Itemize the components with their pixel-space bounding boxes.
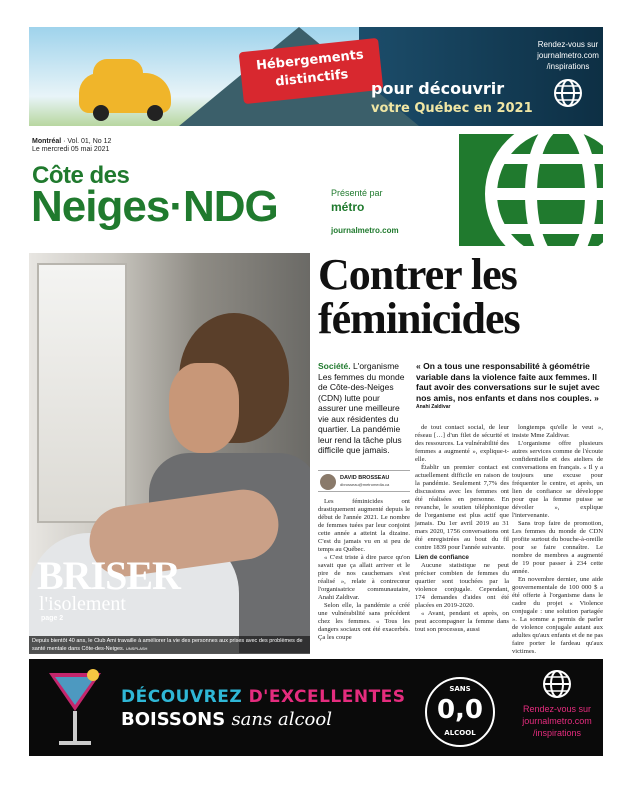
ad-cta-path: /inspirations — [546, 62, 590, 71]
car-wheel — [147, 105, 163, 121]
globe-icon — [542, 669, 572, 699]
paragraph: Établir un premier contact est actuellement difficile en raison de la pandémie. Seulement 7,7% des discussions avec les femmes ont été réalisées en personne. En revanche, le soutien téléphonique de l'organisme est plus actif que jamais. Du 1er avril 2019 au 31 mars 2020, 1756 conversations ont été enregistrées au bout du fil contre 1839 pour l'année suivante. — [415, 464, 509, 551]
ad-cta[interactable] — [517, 669, 597, 739]
ad-pitch-line2: votre Québec en 2021 — [371, 101, 533, 116]
photo-person-face — [169, 363, 239, 453]
badge-value: 0,0 — [436, 695, 484, 725]
ad-pitch — [371, 79, 533, 119]
paragraph: Sans trop faire de promotion, Les femmes du monde de CDN profite surtout du bouche-à-oreille pour se faire connaître. Le nombre de membres a augmenté de 19 pour passer à 234 cette année. — [512, 520, 603, 575]
photo-subheadline[interactable]: l'isolement — [39, 593, 126, 615]
masthead — [29, 134, 603, 246]
globe-icon — [481, 134, 603, 246]
top-advertisement[interactable] — [29, 27, 603, 126]
byline — [318, 470, 410, 492]
pull-quote-author: Anahi Zaldivar — [416, 404, 451, 410]
photo-credit: UNSPLASH — [125, 646, 148, 651]
issue-date: Le mercredi 05 mai 2021 — [32, 146, 110, 153]
paragraph: longtemps qu'elle le veut », insiste Mme Zaldivar. — [512, 424, 603, 439]
paragraph: Les féminicides ont drastiquement augmenté depuis le début de l'année 2021. Le nombre de femmes tuées par leur conjoint cette année a atteint la dizaine. C'est du jamais vu en si peu de temps au Québec. — [318, 498, 410, 553]
avatar — [320, 474, 336, 490]
paragraph: Selon elle, la pandémie a créé une vulnérabilité sans précédent chez les femmes. « Tous les dangers sociaux ont été exacerbés. Ça les coupe — [318, 602, 410, 641]
ad-cta[interactable] — [535, 39, 601, 108]
paragraph: En novembre dernier, une aide gouvernementale de 100 000 $ a été offerte à l'organisme dans le cadre du projet « Violence conjugale : une solution partagée ». La somme a permis de parler de violence conjugale autant aux adultes qu'aux enfants et de ne pas faire porter le fardeau qu'aux victimes. — [512, 576, 603, 655]
badge-top: SANS — [449, 685, 471, 693]
paragraph: Aucune statistique ne peut préciser combien de femmes du quartier sont touchées par la violence conjugale. Cependant, 174 demandes d'aides ont été placées en 2019-2020. — [415, 562, 509, 609]
article-section: Société. — [318, 361, 351, 371]
badge-bottom: ALCOOL — [444, 729, 476, 737]
presented-by-label: Présenté par — [331, 188, 383, 198]
photo-caption — [29, 636, 310, 654]
ad-headline-word: DÉCOUVREZ — [121, 687, 249, 707]
cocktail-glass-icon — [45, 665, 105, 751]
ad-headline-line2 — [121, 709, 332, 730]
ad-cta-link[interactable]: journalmetro.com — [522, 716, 592, 726]
paragraph: « Avant, pendant et après, on peut accompagner la femme dans tout son processus, aussi — [415, 610, 509, 633]
author-email[interactable]: dbrosseau@metromedia.ca — [340, 482, 390, 487]
issue-place: Montréal — [32, 138, 62, 145]
subheading: Lien de confiance — [415, 554, 469, 561]
globe-icon — [553, 78, 583, 108]
ad-headline-word: BOISSONS — [121, 709, 232, 730]
pull-quote — [416, 361, 603, 411]
ad-cta-path: /inspirations — [532, 728, 582, 738]
issue-volume: · Vol. 01, No 12 — [63, 138, 112, 145]
ad-cta-link[interactable]: journalmetro.com — [537, 51, 599, 60]
ad-cta-line1: Rendez-vous sur — [522, 704, 592, 714]
cover-photo[interactable] — [29, 253, 310, 653]
paragraph: « C'est triste à dire parce qu'on savait que ça allait arriver et le pire de nos cauchemars s'est réalisé », relate à contrecœur l'organisatrice communautaire, Anahi Zaldivar. — [318, 554, 410, 601]
paragraph: L'organisme offre plusieurs autres services comme de l'écoute confidentielle et des ateliers de conversations en français. « Il y a toujours une excuse pour fréquenter le centre, et après, un lien de confiance se développe pour que la femme puisse se dévoiler », explique l'intervenante. — [512, 440, 603, 519]
alcohol-free-badge — [425, 677, 495, 747]
article-headline[interactable]: Contrer les féminicides — [318, 250, 520, 343]
masthead-website-link[interactable]: journalmetro.com — [331, 226, 399, 235]
photo-page-reference[interactable]: page 2 — [41, 615, 64, 622]
ad-headline-script: sans alcool — [231, 709, 332, 730]
article-column-3 — [512, 424, 603, 655]
sponsor-logo: métro — [331, 200, 365, 214]
masthead-title-line2: Neiges·NDG — [31, 182, 278, 231]
article-column-2 — [415, 424, 509, 648]
ad-headline-line1 — [121, 687, 406, 707]
article-lede-text: L'organisme Les femmes du monde de Côte-des-Neiges (CDN) lutte pour assurer une meilleure vie aux résidentes du quartier. La pandémie leur rend la tâche plus difficile que jamais. — [318, 361, 405, 455]
paragraph: de tout contact social, de leur réseau […] d'un filet de sécurité et des ressources. La vulnérabilité des femmes a augmenté », explique-t-elle. — [415, 424, 509, 463]
ad-pitch-line1: pour découvrir — [371, 79, 505, 98]
photo-headline[interactable]: BRISER — [37, 553, 180, 598]
article-lede — [318, 361, 410, 456]
issue-info — [32, 138, 111, 154]
car-wheel — [93, 105, 109, 121]
author-name: DAVID BROSSEAU — [340, 475, 390, 481]
photo-caption-text: Depuis bientôt 40 ans, le Club Ami travaille à améliorer la vie des personnes aux prises avec des problèmes de santé mentale dans Côte-des-Neiges. — [32, 638, 303, 652]
masthead-title-line1: Côte des — [32, 162, 130, 189]
article-column-1 — [318, 498, 410, 648]
ad-headline-accent: D'EXCELLENTES — [248, 687, 406, 707]
ad-banner-ribbon: Hébergements distinctifs — [239, 38, 384, 104]
bottom-advertisement[interactable] — [29, 659, 603, 756]
ad-cta-line1: Rendez-vous sur — [537, 40, 599, 49]
pull-quote-text: « On a tous une responsabilité à géométrie variable dans la violence faite aux femmes. Il faut avoir des conversations sur le sujet avec nos amis, nos enfants et dans nos couples. » — [416, 361, 600, 403]
photo-window — [37, 263, 127, 523]
